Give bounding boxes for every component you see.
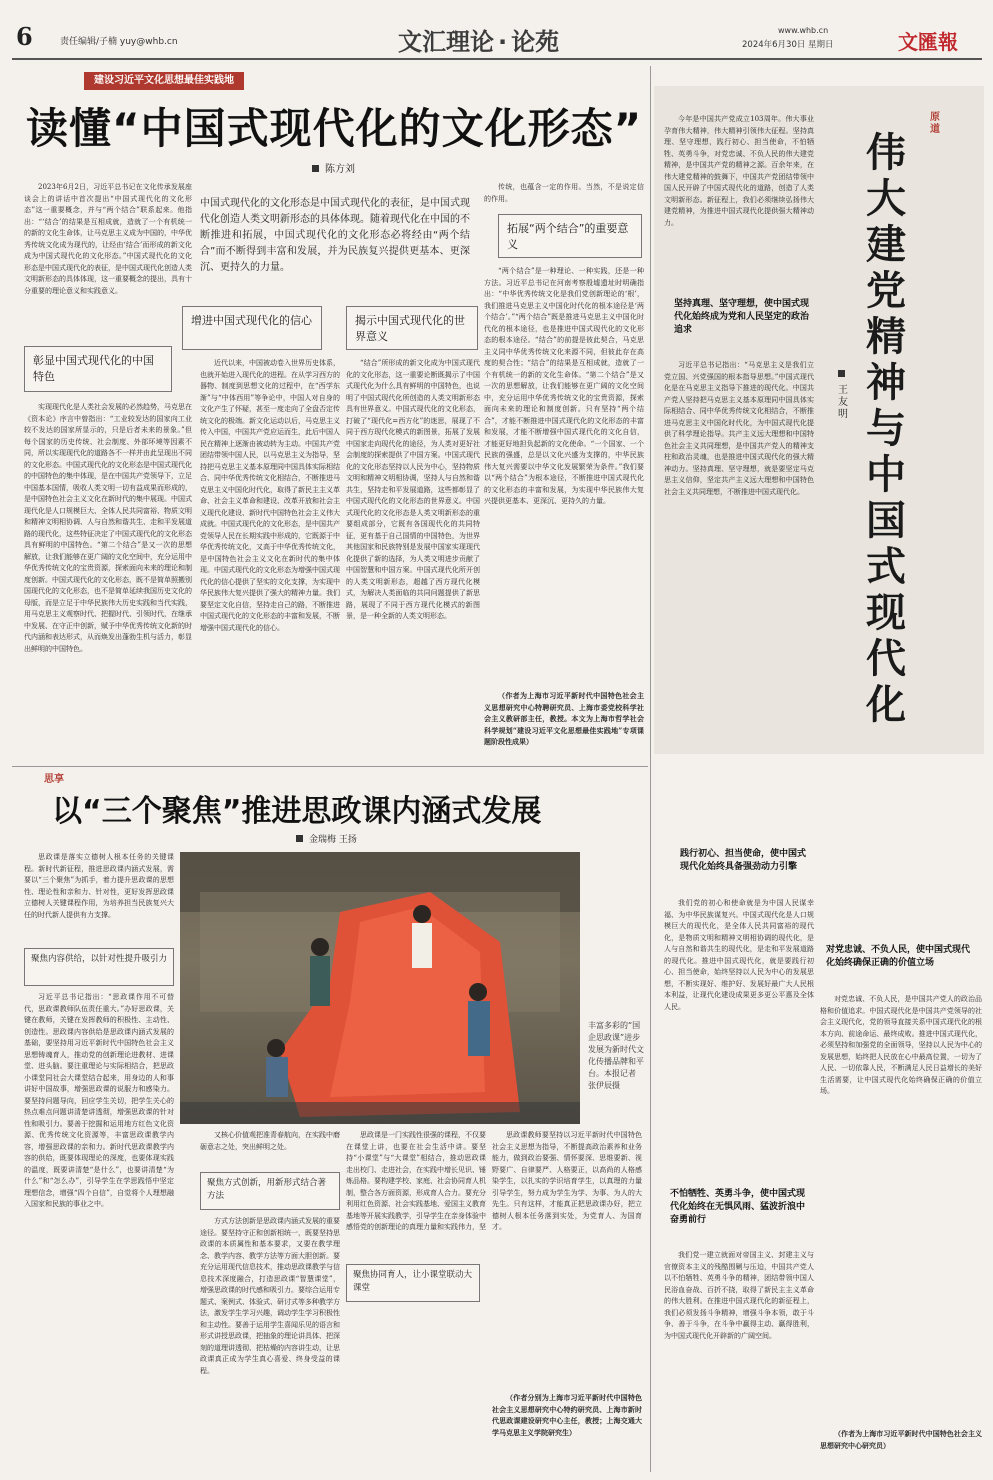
- article1-subhead-2: 彰显中国式现代化的中国特色: [24, 346, 172, 392]
- byline-square-icon: [838, 370, 845, 377]
- article2-author: 金瑞梅 王扬: [309, 835, 357, 845]
- section-title-main: 文汇理论: [398, 28, 494, 56]
- article2-banner: 思享: [44, 774, 64, 785]
- article1-col4-note: （作者为上海市习近平新时代中国特色社会主义思想研究中心特聘研究员、上海市委党校科学社会主义教研部主任，教授。本文为上海市哲学社会科学规划“建设习近平文化思想最佳实践地”专项课题阶段性成果）: [484, 691, 644, 746]
- article1-divider: [12, 766, 648, 767]
- article1-col3-body: “结合”所形成的新文化成为中国式现代化的文化形态，这一重要论断既揭示了中国式现代化为什么具有鲜明的中国特色，也说明了中国式现代化所创造的人类文明新形态具有世界意义。中国式现代化的文化形态，打破了“现代化=西方化”的迷思，展现了不同于西方现代化模式的新图景，拓展了发展中国家走向现代化的途径，为人类对更好社会制度的探索提供了中国方案。中国式现代化的文化形态坚持以人民为中心，坚持物质文明和精神文明相协调，坚持人与自然和谐共生，坚持走和平发展道路，这些都彰显了中国式现代化的文化形态的世界意义。中国式现代化的文化形态是人类文明新形态的重要组成部分，它既有各国现代化的共同特征，更有基于自己国情的中国特色，为世界其他国家和民族特别是发展中国家实现现代化提供了新的选择，为人类文明进步贡献了中国智慧和中国方案。中国式现代化所开创的人类文明新形态，超越了西方现代化模式，为解决人类面临的共同问题提供了新思路，展现了不同于西方现代化模式的新图景，是一种全新的人类文明形态。: [346, 359, 480, 620]
- article1-col1-intro: 2023年6月2日，习近平总书记在文化传承发展座谈会上的讲话中首次提出“中国式现代化的文化形态”这一重要概念，并与“两个结合”联系起来。他指出：“‘结合’的结果是互相成就，造就了一个有机统一的新的文化生命体，让马克思主义成为中国的，中华优秀传统文化成为现代的，让经由‘结合’而形成的新文化成为中国式现代化的文化形态。”中国式现代化的文化形态是中国式现代化的表征，是中国式现代化创造人类文明新形态的具体体现，这一重要概念的提出，具有十分重要的理论意义和实践意义。: [24, 183, 192, 295]
- article1-banner: 建设习近平文化思想最佳实践地: [84, 72, 244, 90]
- article2-col2-body: 方式方法创新是思政课内涵式发展的重要途径。要坚持守正和创新相统一，既要坚持思政课的本质属性和基本要求，又要在教学理念、教学内容、教学方法等方面大胆创新。要充分运用现代信息技术，推动思政课教学与信息技术深度融合，打造思政课“智慧课堂”，增强思政课的时代感和吸引力。要综合运用专题式、案例式、体验式、研讨式等多种教学方法，激发学生学习兴趣，调动学生学习积极性和主动性。要善于运用学生喜闻乐见的语言和形式讲授思政课，把抽象的理论讲具体、把深刻的道理讲透彻、把枯燥的内容讲生动，让思政课真正成为学生真心喜爱、终身受益的课程。: [200, 1217, 340, 1375]
- website: www.whb.cn: [778, 26, 829, 35]
- article3-title: 伟大建党精神与中国式现代化: [866, 130, 906, 728]
- article2-subhead-1: 聚焦内容供给，以针对性提升吸引力: [24, 948, 174, 986]
- article2-subhead-3: 聚焦协同育人，让小课堂联动大课堂: [346, 1264, 480, 1302]
- article3-col2-top: [820, 766, 982, 942]
- article2-col4-note: （作者分别为上海市习近平新时代中国特色社会主义思想研究中心特约研究员、上海市新时代思政课建设研究中心主任，教授；上海交通大学马克思主义学院研究生）: [492, 1393, 642, 1437]
- section-title-sub: 论苑: [511, 28, 560, 56]
- section-title: [398, 22, 559, 57]
- classroom-photo: [180, 852, 580, 1124]
- column-divider: [650, 66, 651, 1472]
- article3-subhead-3: 不怕牺牲、英勇斗争，使中国式现代化始终在无惧风雨、猛波折浪中奋勇前行: [670, 1189, 806, 1225]
- article1-author: 陈方刘: [325, 164, 355, 175]
- article1-subhead-1: 拓展“两个结合”的重要意义: [498, 214, 642, 258]
- article3-subhead-2: 践行初心、担当使命，使中国式现代化始终具备强劲动力引擎: [680, 849, 807, 872]
- article1-subhead-3: 增进中国式现代化的信心: [182, 306, 322, 350]
- article1-col4-body: “两个结合”是一种理论、一种实践，还是一种方法。习近平总书记在河南考察殷墟遗址时明确指出：“中华优秀传统文化是我们党创新理论的‘根’，我们推进马克思主义中国化时代化的根本途径是‘两个结合’。”“两个结合”既是推进马克思主义中国化时代化的根本途径，也是推进中国式现代化的文化形态的根本途径。“结合”的前提是彼此契合，马克思主义同中华优秀传统文化来源不同，但彼此存在高度的契合性；“结合”的结果是互相成就，造就了一个有机统一的新的文化生命体。“第二个结合”是又一次的思想解放，让我们能够在更广阔的文化空间中，充分运用中华优秀传统文化的宝贵资源，探索面向未来的理论和制度创新。只有坚持“两个结合”，才能不断推进中国式现代化的文化形态的丰富和发展，才能不断增强中国式现代化的文化自信，才能更好地担负起新的文化使命。“一个国家、一个民族的强盛，总是以文化兴盛为支撑的，中华民族伟大复兴需要以中华文化发展繁荣为条件。”我们要以“两个结合”为根本途径，不断推进中国式现代化的文化形态的丰富和发展，为实现中华民族伟大复兴提供更基本、更深沉、更持久的力量。: [484, 267, 644, 505]
- article1-col1-body: 实现现代化是人类社会发展的必然趋势，马克思在《资本论》序言中曾指出：“工业较发达的国家向工业较不发达的国家所显示的，只是后者未来的景象。”但每个国家的历史传统、社会制度、外部环境等因素不同，所以实现现代化的道路各不一样并由此呈现出不同的文化形态。中国式现代化的文化形态是中国式现代化的中国特色的集中体现，是在中国共产党领导下，立足中国基本国情，吸收人类文明一切有益成果而形成的，是中国特色社会主义文化在新时代的集中展现。中国式现代化是人口规模巨大、全体人民共同富裕、物质文明和精神文明相协调、人与自然和谐共生、走和平发展道路的现代化，这些特征决定了中国式现代化的文化形态具有鲜明的中国特色。“第二个结合”是又一次的思想解放，让我们能够在更广阔的文化空间中，充分运用中华优秀传统文化的宝贵资源，探索面向未来的理论和制度创新。中国式现代化的文化形态，既不是简单照搬别国现代化的文化形态，也不是简单延续我国历史文化的母版，而是立足于中华民族伟大历史实践和当代实践，用马克思主义观察时代、把握时代、引领时代，在继承中发展、在守正中创新，赋予中华优秀传统文化新的时代内涵和表达形式，从而焕发出蓬勃生机与活力，彰显出鲜明的中国特色。: [24, 403, 192, 653]
- article1-col2-body: 近代以来，中国被动卷入世界历史体系，也就开始进入现代化的进程。在从学习西方的器物、制度到思想文化的过程中，在“西学东渐”与“中体西用”等争论中，中国人对自身的文化产生了怀疑，甚至一度走向了全盘否定传统文化的极端。新文化运动以后，马克思主义传入中国，中国共产党应运而生，此后中国人民在精神上逐渐由被动转为主动。中国共产党团结带领中国人民，以马克思主义为指导，坚持把马克思主义基本原理同中国具体实际相结合、同中华优秀传统文化相结合，不断推进马克思主义中国化时代化，取得了新民主主义革命、社会主义革命和建设、改革开放和社会主义现代化建设、新时代中国特色社会主义伟大成就。中国式现代化的文化形态，是中国共产党领导人民在长期实践中形成的，它既源于中华优秀传统文化，又高于中华优秀传统文化，是中国特色社会主义文化在新时代的集中体现。中国式现代化的文化形态为增强中国式现代化的信心提供了坚实的文化支撑，为实现中华民族伟大复兴提供了强大的精神力量。我们要坚定文化自信，坚持走自己的路，不断推进中国式现代化的文化形态的丰富和发展，不断增强中国式现代化的信心。: [200, 359, 340, 632]
- article2-col1-body: 习近平总书记指出：“思政课作用不可替代，思政课教师队伍责任重大。”办好思政课，关键在教师，关键在发挥教师的积极性、主动性、创造性。思政课内容供给是思政课内涵式发展的基础，要坚持用习近平新时代中国特色社会主义思想铸魂育人，推动党的创新理论进教材、进课堂、进头脑。要注重理论与实际相结合，把思政小课堂同社会大课堂结合起来，用身边的人和事讲好中国故事，增强思政课的说服力和感染力。要坚持问题导向，回应学生关切，把学生关心的热点难点问题讲清楚讲透彻，增强思政课的针对性和吸引力。要善于挖掘和运用地方红色文化资源、优秀传统文化资源等，丰富思政课教学内容，增强思政课的亲和力。新时代思政课教学内容的供给，既要体现理论的深度，也要体现实践的温度，既要讲清楚“是什么”，也要讲清楚“为什么”和“怎么办”，引导学生在学思践悟中坚定理想信念，增强“四个自信”，自觉将个人理想融入国家和民族的事业之中。: [24, 993, 174, 1208]
- article2-subhead-2: 聚焦方式创新，用新形式结合著方法: [200, 1172, 340, 1210]
- article2-byline: [296, 832, 357, 845]
- article1-subhead-4: 揭示中国式现代化的世界意义: [346, 306, 478, 350]
- page-number: 6: [16, 22, 33, 51]
- article3-sub1-body: 习近平总书记指出：“马克思主义是我们立党立国、兴党强国的根本指导思想。”中国式现代化是在马克思主义指导下推进的现代化。中国共产党人坚持把马克思主义基本原理同中国具体实际相结合、同中华优秀传统文化相结合，不断推进马克思主义中国化时代化，为中国式现代化提供了科学理论指导。共产主义远大理想和中国特色社会主义共同理想，是中国共产党人的精神支柱和政治灵魂，也是推进中国式现代化的强大精神动力。坚持真理、坚守理想，就是要坚定马克思主义信仰，坚定共产主义远大理想和中国特色社会主义共同理想，不断推进中国式现代化。: [664, 361, 814, 496]
- article1-title: 读懂“中国式现代化的文化形态”: [26, 104, 643, 153]
- article3-note: （作者为上海市习近平新时代中国特色社会主义思想研究中心研究员）: [820, 1429, 982, 1450]
- article1-byline: [312, 160, 355, 175]
- article3-sub3-body: 我们党一建立就面对帝国主义、封建主义与官僚资本主义的残酷围剿与压迫，中国共产党人以不怕牺牲、英勇斗争的精神，团结带领中国人民浴血奋战、百折不挠，取得了新民主主义革命的伟大胜利。在推进中国式现代化的新征程上，我们必须发扬斗争精神，增强斗争本领，敢于斗争、善于斗争，在斗争中赢得主动、赢得胜利，为中国式现代化开辟新的广阔空间。: [664, 1251, 814, 1340]
- byline-square-icon: [296, 835, 303, 842]
- article3-sub4-body: 对党忠诚、不负人民，是中国共产党人的政治品格和价值追求。中国式现代化是中国共产党领导的社会主义现代化，党的领导直接关系中国式现代化的根本方向、前途命运、最终成败。推进中国式现代化，必须坚持和加强党的全面领导，坚持以人民为中心的发展思想，始终把人民放在心中最高位置，一切为了人民、一切依靠人民，不断满足人民日益增长的美好生活需要，让中国式现代化始终确保正确的价值立场。: [820, 995, 982, 1095]
- header-rule: [12, 58, 982, 60]
- section-dot: ·: [498, 28, 508, 56]
- article1-col4-intro: 传统，也蕴含一定的作用。当然，不是说定信的作用。: [484, 183, 644, 203]
- page-header: [0, 0, 993, 60]
- article2-col4-body: 思政课教师要坚持以习近平新时代中国特色社会主义思想为指导，不断提高政治素养和业务能力，做到政治要强、情怀要深、思维要新、视野要广、自律要严、人格要正，以高尚的人格感染学生，以扎实的学识培育学生，以真理的力量引导学生，努力成为学生为学、为事、为人的大先生。只有这样，才能真正把思政课办好，把立德树人根本任务落到实处，为党育人、为国育才。: [492, 1131, 642, 1231]
- photo-caption: 丰富多彩的“国企思政课”进步发展为新时代文化传播品牌和平台。本报记者 张伊辰摄: [588, 1021, 644, 1090]
- article2-col3-body2: [346, 1308, 486, 1470]
- byline-square-icon: [312, 165, 319, 172]
- article3-sub2-body: 我们党的初心和使命就是为中国人民谋幸福、为中华民族谋复兴。中国式现代化是人口规模巨大的现代化，是全体人民共同富裕的现代化，是物质文明和精神文明相协调的现代化，是人与自然和谐共生的现代化，是走和平发展道路的现代化。推进中国式现代化，就是要践行初心、担当使命，始终坚持以人民为中心的发展思想，不断实现好、维护好、发展好最广大人民根本利益，让现代化建设成果更多更公平惠及全体人民。: [664, 899, 814, 1011]
- article3-label: 原道: [930, 112, 940, 135]
- editor-line: 责任编辑/子楠 yuy@whb.cn: [60, 37, 178, 47]
- issue-date: 2024年6月30日 星期日: [742, 40, 834, 50]
- article3-byline: [838, 370, 850, 421]
- masthead-logo: 文匯報: [898, 30, 958, 54]
- article3-intro: 今年是中国共产党成立103周年。伟大事业孕育伟大精神，伟大精神引领伟大征程。坚持真理、坚守理想，践行初心、担当使命，不怕牺牲、英勇斗争，对党忠诚、不负人民的伟大建党精神，是中国共产党的精神之源。百余年来，在伟大建党精神的鼓舞下，中国共产党团结带领中国人民开辟了中国式现代化的道路，创造了人类文明新形态。新征程上，我们必须继续弘扬伟大建党精神，为推进中国式现代化提供强大精神动力。: [664, 115, 814, 227]
- article3-subhead-1: 坚持真理、坚守理想，使中国式现代化始终成为党和人民坚定的政治追求: [674, 299, 810, 335]
- article1-lead: 中国式现代化的文化形态是中国式现代化的表征，是中国式现代化创造人类文明新形态的具体体现。随着现代化在中国的不断推进和拓展，中国式现代化的文化形态必将经由“两个结合”而不断得到丰富和发展，并为民族复兴提供更基本、更深沉、更持久的力量。: [200, 198, 470, 273]
- article3-subhead-4: 对党忠诚、不负人民，使中国式现代化始终确保正确的价值立场: [826, 945, 971, 968]
- article2-col1-intro: 思政课是落实立德树人根本任务的关键课程。新时代新征程，推进思政课内涵式发展，需要以“三个聚焦”为抓手，着力提升思政课的思想性、理论性和亲和力、针对性，更好发挥思政课立德树人关键课程作用，为培养担当民族复兴大任的时代新人提供有力支撑。: [24, 853, 174, 919]
- photo-drawing: [180, 852, 580, 1124]
- article2-title: 以“三个聚焦”推进思政课内涵式发展: [52, 794, 542, 829]
- article2-col3-body: 思政课是一门实践性很强的课程，不仅要在课堂上讲，也要在社会生活中讲。要坚持“小课堂”与“大课堂”相结合，推动思政课走出校门、走进社会，在实践中增长见识、锤炼品格。要构建学校、家庭、社会协同育人机制，整合各方面资源，形成育人合力。要充分利用红色资源、社会实践基地、爱国主义教育基地等开展实践教学，引导学生在亲身体验中感悟党的创新理论的真理力量和实践伟力，坚: [346, 1131, 486, 1231]
- article2-col2-intro: 又核心价值观把准青春航向，在实践中磨砺意志之处，突出鲜明之处。: [200, 1131, 340, 1151]
- article3-author: 王友明: [838, 385, 848, 420]
